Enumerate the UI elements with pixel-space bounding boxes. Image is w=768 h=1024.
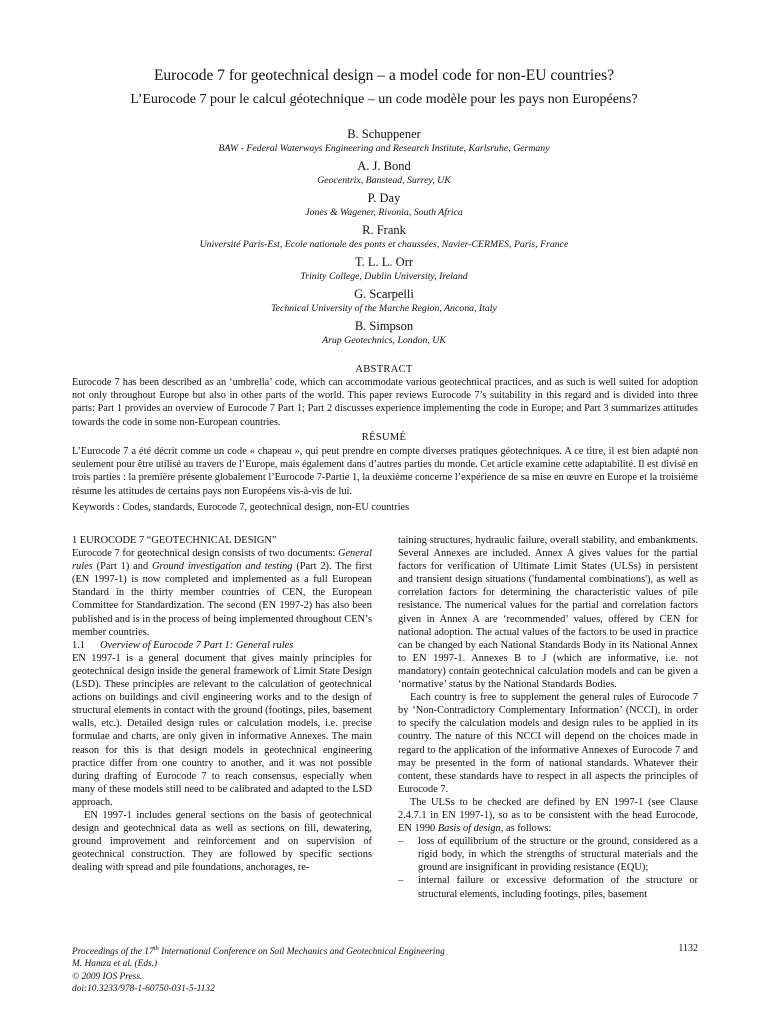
- body-paragraph: The ULSs to be checked are defined by EN 1997-1 (see Clause 2.4.7.1 in EN 1997-1), so as to be consistent with the head Eurocode, EN 1990 Basis of design, as follows:: [398, 796, 698, 835]
- right-column: [398, 534, 698, 901]
- author-block: [40, 126, 728, 155]
- author-name: G. Scarpelli: [354, 287, 414, 301]
- author-name: B. Schuppener: [347, 127, 421, 141]
- body-paragraph: EN 1997-1 is a general document that gives mainly principles for geotechnical design inside the general framework of Limit State Design (LSD). These principles are relevant to the calculation of geotechnical actions on buildings and civil engineering works and to the design of structural elements in contact with the ground (footings, piles, basement walls, etc.). Detailed design rules or calculation models, i.e. precise formulae and charts, are only given in informative Annexes. The main reason for this is that design models in geotechnical engineering practice differ from one country to another, and it was not possible during drafting of Eurocode 7 to reach consensus, especially when many of these models still need to be calibrated and adapted to the LSD approach.: [72, 652, 372, 808]
- author-name: R. Frank: [362, 223, 406, 237]
- intro-paragraph: Eurocode 7 for geotechnical design consists of two documents: General rules (Part 1) and Ground investigation and testing (Part 2). The first (EN 1997-1) is now completed and implemented as a full European Standard in the thirty member countries of CEN, the European Committee for Standardization. The second (EN 1997-2) has also been published and is in the process of being implemented throughout CEN’s member countries.: [72, 548, 373, 638]
- list-item: – loss of equilibrium of the structure or the ground, considered as a rigid body, in which the strengths of structural materials and the ground are insignificant in providing resistance (EQU);: [398, 836, 698, 874]
- resume-text: L’Eurocode 7 a été décrit comme un code « chapeau », qui peut prendre en compte diverses pratiques géotechniques. A ce titre, il est bien adapté non seulement pour être utilisé au travers de l’Europe, mais également dans d’autres parties du monde. Cet article examine cette adaptabilité. Il est divisé en trois parties : la première présente globalement l’Eurocode 7-Partie 1, la deuxième concerne l’expérience de sa mise en œuvre en Europe et la troisième résume les attitudes de certains pays non Européens vis-à-vis de lui.: [72, 446, 698, 497]
- author-block: [40, 222, 728, 251]
- abstract-text: Eurocode 7 has been described as an ‘umbrella’ code, which can accommodate various geotechnical practices, and as such is well suited for adoption not only throughout Europe but also in other parts of the world. This paper reviews Eurocode 7’s suitability in this regard and is divided into three parts: Part 1 provides an overview of Eurocode 7 Part 1; Part 2 discusses experience implementing the code in Europe; and Part 3 summarizes attitudes towards the code in some non-European countries.: [72, 377, 698, 428]
- paper-subtitle: L’Eurocode 7 pour le calcul géotechnique – un code modèle pour les pays non Européens?: [130, 92, 638, 107]
- author-block: [40, 318, 728, 347]
- dash-bullet: –: [398, 836, 404, 848]
- list-item: – internal failure or excessive deformation of the structure or structural elements, including footings, piles, basement: [398, 875, 698, 900]
- author-affiliation: BAW - Federal Waterways Engineering and Research Institute, Karlsruhe, Germany: [218, 143, 550, 154]
- author-affiliation: Technical University of the Marche Region, Ancona, Italy: [271, 303, 497, 314]
- keywords: Keywords : Codes, standards, Eurocode 7, geotechnical design, non-EU countries: [72, 502, 410, 513]
- resume-heading: RÉSUMÉ: [361, 432, 407, 443]
- footer-citation: [72, 943, 632, 995]
- author-affiliation: Jones & Wagener, Rivonia, South Africa: [305, 207, 463, 218]
- author-block: [40, 158, 728, 187]
- subsection-heading: 1.1 Overview of Eurocode 7 Part 1: General rules: [72, 639, 294, 651]
- author-block: [40, 254, 728, 283]
- footer-editors: M. Hamza et al. (Eds.): [72, 959, 158, 970]
- footer-proceedings: Proceedings of the 17th International Conference on Soil Mechanics and Geotechnical Engineering: [72, 945, 445, 958]
- paper-title: Eurocode 7 for geotechnical design – a model code for non-EU countries?: [153, 67, 615, 84]
- body-paragraph: taining structures, hydraulic failure, overall stability, and embankments. Several Annexes are included. Annex A gives values for the partial factors for verification of Ultimate Limit States (ULSs) in persistent and transient design situations ('fundamental combinations'), as well as correlation factors for determining the characteristic values of pile resistance. The numerical values for the partial and correlation factors given in Annex A are ‘recommended’ values, offered by CEN for national adoption. The actual values of the factors to be used in practice can be changed by each National Standards Body in its National Annex to EN 1997-1. Annexes B to J (which are informative, i.e. not mandatory) contain geotechnical calculation models and can be given a ‘normative’ status by the National Standards Bodies.: [398, 535, 698, 691]
- body-paragraph: EN 1997-1 includes general sections on the basis of geotechnical design and geotechnical data as well as sections on fill, dewatering, ground improvement and reinforcement and on supervision of geotechnical construction. They are followed by specific sections dealing with spread and pile foundations, anchorages, re-: [72, 809, 372, 874]
- author-affiliation: Université Paris-Est, Ecole nationale des ponts et chaussées, Navier-CERMES, Paris, France: [199, 239, 569, 250]
- left-column: [72, 534, 372, 874]
- author-name: A. J. Bond: [357, 159, 411, 173]
- author-list: [40, 126, 728, 350]
- author-affiliation: Arup Geotechnics, London, UK: [322, 335, 446, 346]
- author-block: [40, 286, 728, 315]
- abstract-heading: ABSTRACT: [355, 364, 413, 375]
- author-name: B. Simpson: [354, 319, 414, 333]
- footer-copyright: © 2009 IOS Press.: [72, 971, 143, 982]
- author-name: T. L. L. Orr: [354, 255, 414, 269]
- author-affiliation: Trinity College, Dublin University, Ireland: [300, 271, 468, 282]
- dash-bullet: –: [398, 875, 404, 887]
- author-block: [40, 190, 728, 219]
- footer-doi: doi:10.3233/978-1-60750-031-5-1132: [72, 983, 215, 994]
- page-number: 1132: [678, 943, 698, 954]
- author-name: P. Day: [367, 191, 401, 205]
- body-paragraph: Each country is free to supplement the general rules of Eurocode 7 by ‘Non-Contradictory Complementary Information’ (NCCI), in order to specify the calculation models and design rules to be applied in its country. The nature of this NCCI will depend on the choices made in regard to the application of the informative Annexes of Eurocode 7 and may be presented in the form of national standards. Whatever their content, these standards have to respect in all aspects the principles of Eurocode 7.: [398, 692, 698, 795]
- author-affiliation: Geocentrix, Banstead, Surrey, UK: [317, 175, 451, 186]
- section-heading: 1 EUROCODE 7 “GEOTECHNICAL DESIGN”: [72, 535, 277, 546]
